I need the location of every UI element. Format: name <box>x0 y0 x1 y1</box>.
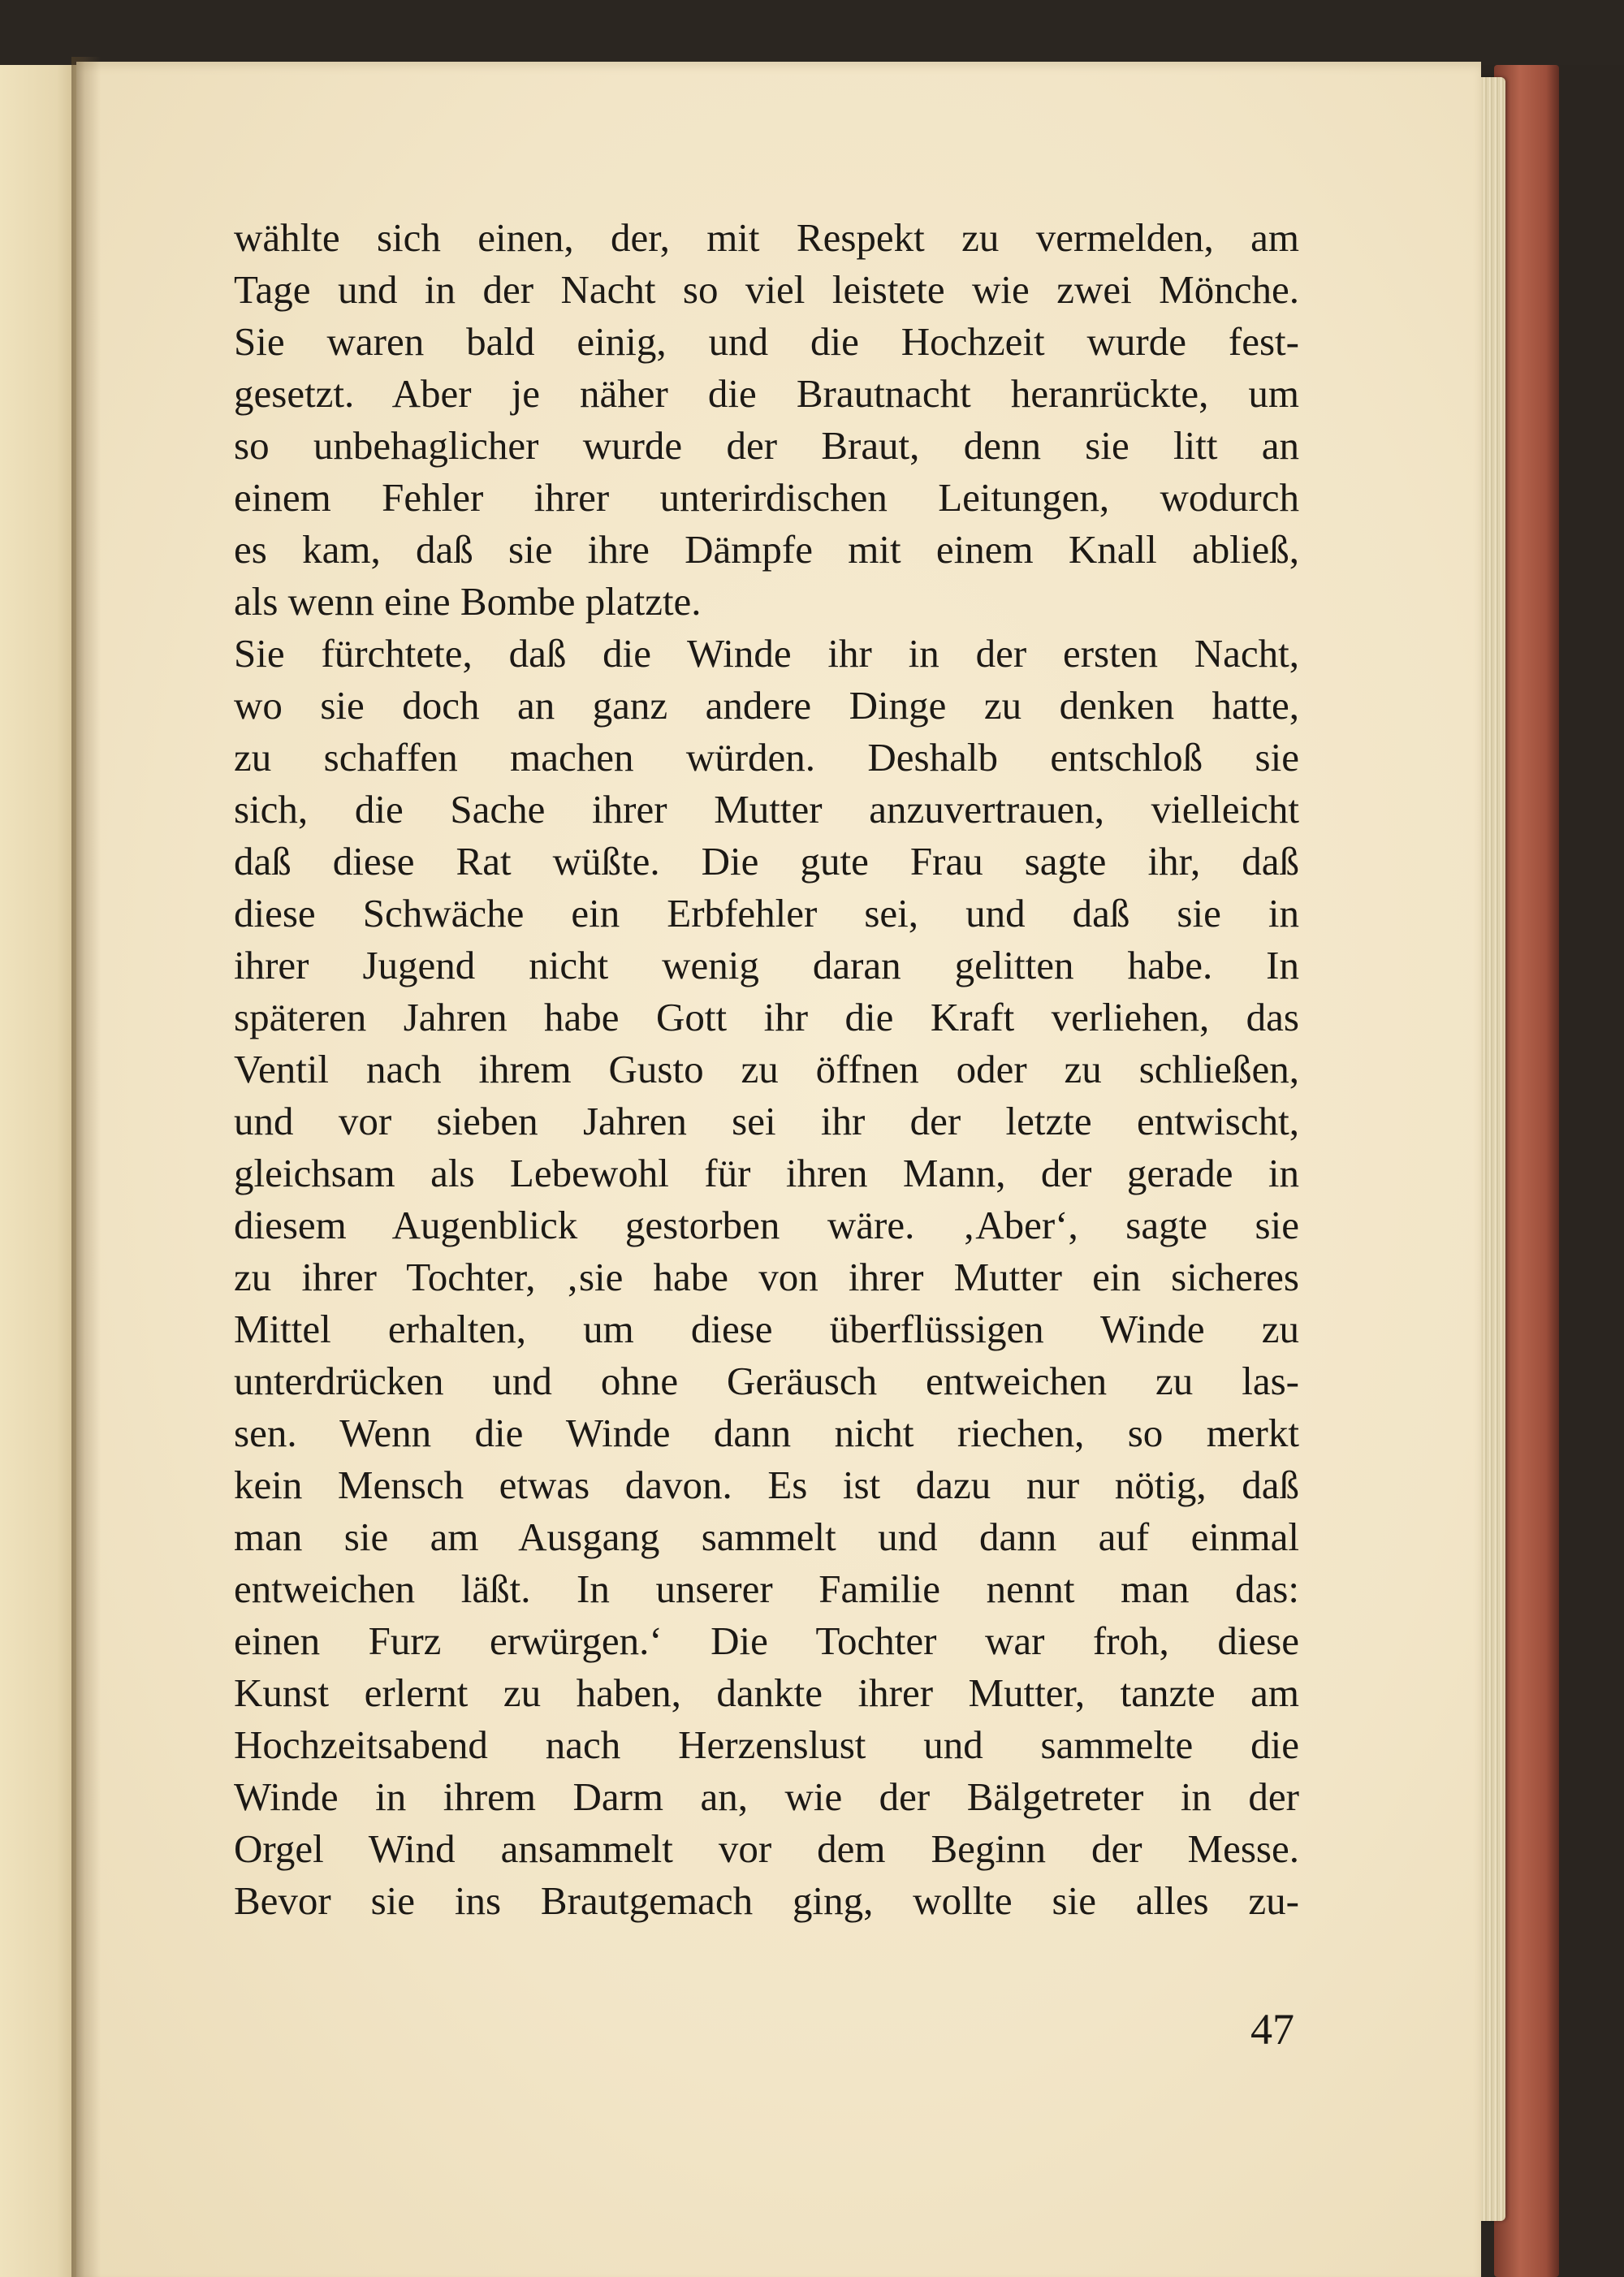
text-line: und vor sieben Jahren sei ihr der letzte entwischt, <box>234 1099 1299 1143</box>
text-line: Kunst erlernt zu haben, dankte ihrer Mutter, tanzte am <box>234 1670 1299 1715</box>
text-line: späteren Jahren habe Gott ihr die Kraft verliehen, das <box>234 995 1299 1039</box>
text-line: diesem Augenblick gestorben wäre. ‚Aber‘, sagte sie <box>234 1203 1299 1247</box>
text-line: gleichsam als Lebewohl für ihren Mann, der gerade in <box>234 1151 1299 1195</box>
text-line: so unbehaglicher wurde der Braut, denn sie litt an <box>234 423 1299 468</box>
page-number: 47 <box>1250 2005 1294 2054</box>
text-line: Hochzeitsabend nach Herzenslust und sammelte die <box>234 1722 1299 1767</box>
text-line: entweichen läßt. In unserer Familie nennt man das: <box>234 1566 1299 1611</box>
text-line: Bevor sie ins Brautgemach ging, wollte sie alles zu- <box>234 1878 1299 1923</box>
text-line: es kam, daß sie ihre Dämpfe mit einem Knall abließ, <box>234 527 1299 572</box>
text-line: ihrer Jugend nicht wenig daran gelitten habe. In <box>234 943 1299 987</box>
text-line: Mittel erhalten, um diese überflüssigen Winde zu <box>234 1307 1299 1351</box>
text-line: als wenn eine Bombe platzte. <box>234 579 702 624</box>
text-line: zu ihrer Tochter, ‚sie habe von ihrer Mutter ein sicheres <box>234 1255 1299 1299</box>
text-line: Ventil nach ihrem Gusto zu öffnen oder zu schließen, <box>234 1047 1299 1091</box>
text-line: zu schaffen machen würden. Deshalb entschloß sie <box>234 735 1299 780</box>
text-line: Winde in ihrem Darm an, wie der Bälgetreter in der <box>234 1774 1299 1819</box>
text-line: kein Mensch etwas davon. Es ist dazu nur nötig, daß <box>234 1463 1299 1507</box>
text-line: daß diese Rat wüßte. Die gute Frau sagte ihr, daß <box>234 839 1299 884</box>
text-line: Orgel Wind ansammelt vor dem Beginn der Messe. <box>234 1826 1299 1871</box>
text-line: Sie waren bald einig, und die Hochzeit wurde fest- <box>234 319 1299 364</box>
book-page <box>76 62 1481 2277</box>
facing-page-edge <box>0 57 81 2277</box>
text-line: wählte sich einen, der, mit Respekt zu vermelden, am <box>234 215 1299 260</box>
text-line: einem Fehler ihrer unterirdischen Leitungen, wodurch <box>234 475 1299 520</box>
text-line: diese Schwäche ein Erbfehler sei, und daß sie in <box>234 891 1299 935</box>
text-line: gesetzt. Aber je näher die Brautnacht heranrückte, um <box>234 371 1299 416</box>
text-line: man sie am Ausgang sammelt und dann auf einmal <box>234 1514 1299 1559</box>
text-line: wo sie doch an ganz andere Dinge zu denken hatte, <box>234 683 1299 728</box>
gutter-shadow <box>71 57 101 2277</box>
text-line: einen Furz erwürgen.‘ Die Tochter war froh, diese <box>234 1618 1299 1663</box>
text-line: sich, die Sache ihrer Mutter anzuvertrauen, vielleicht <box>234 787 1299 832</box>
text-line: unterdrücken und ohne Geräusch entweichen zu las- <box>234 1359 1299 1403</box>
text-line: Tage und in der Nacht so viel leistete wie zwei Mönche. <box>234 267 1299 312</box>
text-line: Sie fürchtete, daß die Winde ihr in der ersten Nacht, <box>234 631 1299 676</box>
body-text <box>234 212 1299 1927</box>
text-line: sen. Wenn die Winde dann nicht riechen, so merkt <box>234 1411 1299 1455</box>
background-shadow <box>0 0 1624 65</box>
